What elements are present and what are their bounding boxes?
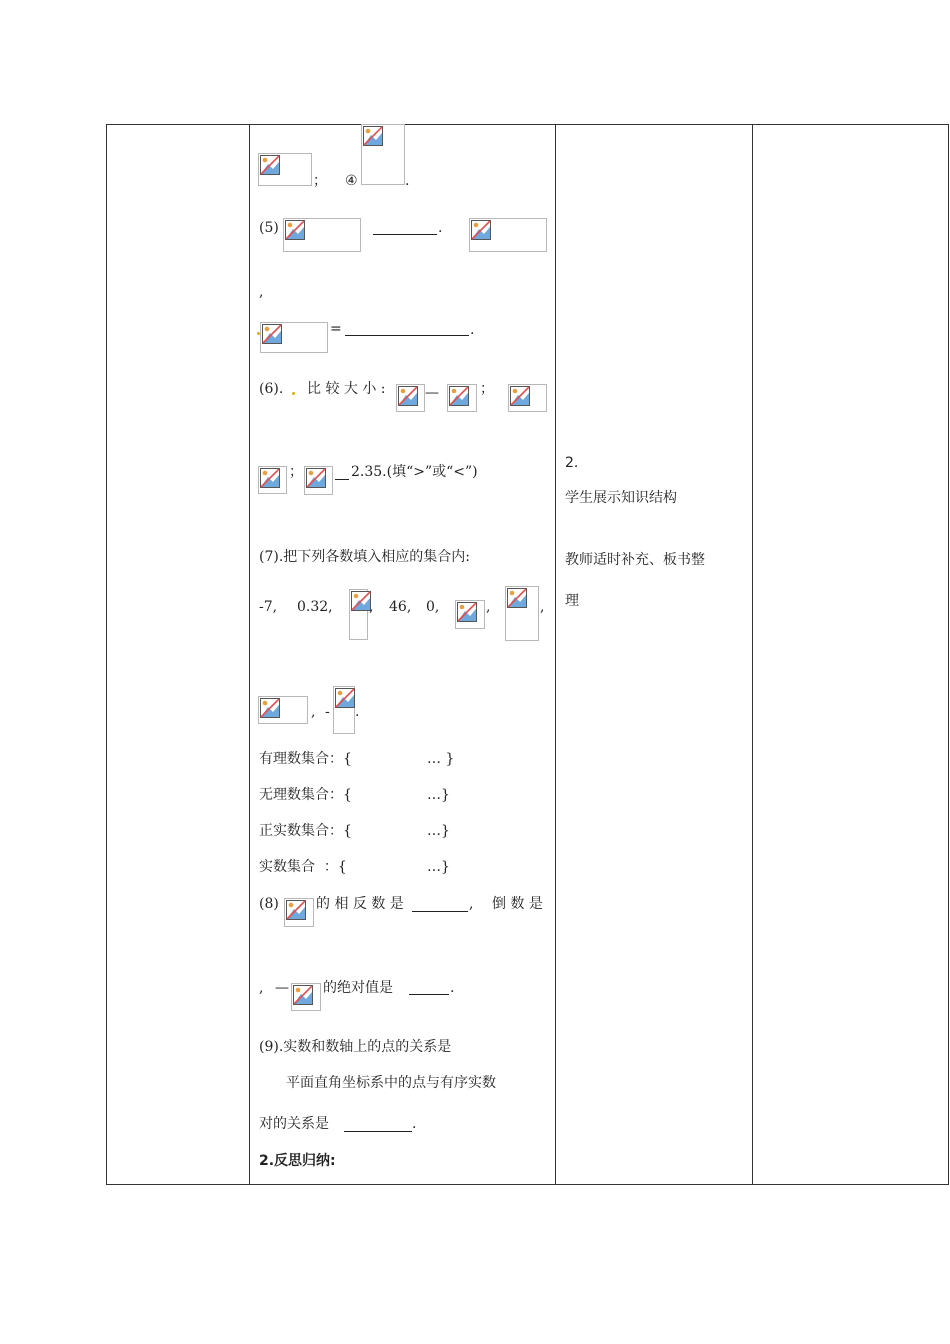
- formula-image: [361, 124, 405, 185]
- item-9-end: .: [412, 1116, 417, 1132]
- answer-blank: [335, 479, 349, 480]
- table-bottom-border: [106, 1184, 949, 1185]
- number-item: 0.32,: [297, 599, 333, 615]
- item-6-label: (6).: [259, 381, 284, 397]
- broken-image-icon: [510, 386, 530, 406]
- broken-image-icon: [471, 220, 491, 240]
- broken-image-icon: [286, 900, 306, 920]
- formula-image: [258, 153, 312, 186]
- set-real-tail: …}: [427, 859, 450, 875]
- table-col-border-2: [249, 124, 250, 1185]
- item-8b-end: .: [450, 980, 455, 996]
- activity-line-1: 学生展示知识结构: [565, 490, 677, 506]
- formula-image: [349, 589, 368, 640]
- number-separator: ,: [369, 599, 374, 615]
- answer-blank: [412, 911, 468, 912]
- broken-image-icon: [398, 386, 418, 406]
- activity-line-3: 理: [565, 593, 579, 609]
- item-5-period: .: [438, 220, 443, 236]
- number-separator: ,: [486, 599, 491, 615]
- formula-image: [508, 384, 547, 412]
- formula-image: [333, 686, 355, 734]
- item-6-semicolon-2: ；: [289, 464, 303, 480]
- broken-image-icon: [363, 126, 383, 146]
- set-irrational-tail: …}: [427, 787, 450, 803]
- formula-image: [260, 322, 328, 353]
- broken-image-icon: [457, 602, 477, 622]
- answer-blank: [409, 994, 449, 995]
- set-positive-tail: …}: [427, 823, 450, 839]
- table-col-border-4: [752, 124, 753, 1185]
- broken-image-icon: [351, 591, 371, 611]
- broken-image-icon: [260, 155, 280, 175]
- number-item: 46,: [389, 599, 412, 615]
- item-9-line-3: 对的关系是: [259, 1116, 329, 1132]
- item-7-label: (7).把下列各数填入相应的集合内:: [259, 549, 470, 565]
- item-6-tail: 2.35.(填“>”或“<”): [351, 464, 478, 480]
- marker-dot: [292, 392, 295, 395]
- answer-blank: [344, 1131, 412, 1132]
- number-separator: ,: [540, 599, 545, 615]
- activity-line-2: 教师适时补充、板书整: [565, 552, 705, 568]
- formula-image: [291, 983, 321, 1011]
- item-6-semicolon: ；: [480, 381, 494, 397]
- formula-image: [283, 218, 361, 252]
- set-positive-label: 正实数集合：{: [259, 823, 352, 839]
- item-6-dash: —: [425, 385, 439, 401]
- item-4-end: .: [405, 173, 410, 189]
- section-reflection-heading: 2.反思归纳:: [259, 1153, 336, 1169]
- broken-image-icon: [260, 698, 280, 718]
- item-8b-dash: —: [275, 980, 289, 996]
- table-top-border: [106, 124, 949, 125]
- broken-image-icon: [507, 588, 527, 608]
- formula-image: [455, 600, 485, 629]
- answer-blank: [345, 335, 469, 336]
- item-9-line-2: 平面直角坐标系中的点与有序实数: [286, 1075, 496, 1091]
- item-8-text-2: 倒 数 是: [492, 896, 543, 912]
- item-8b-comma: ,: [259, 980, 264, 996]
- item-5-end: .: [470, 322, 475, 338]
- broken-image-icon: [306, 468, 326, 488]
- table-col-border-5: [948, 124, 949, 1185]
- formula-image: [304, 466, 333, 495]
- formula-image: [505, 586, 539, 641]
- broken-image-icon: [262, 324, 282, 344]
- item-9-label: (9).实数和数轴上的点的关系是: [259, 1039, 452, 1055]
- set-rational-tail: … }: [427, 751, 455, 767]
- broken-image-icon: [285, 220, 305, 240]
- formula-image: [447, 384, 477, 412]
- set-irrational-label: 无理数集合：{: [259, 787, 352, 803]
- formula-image: [258, 466, 287, 494]
- number-minus: -: [325, 704, 330, 720]
- broken-image-icon: [260, 468, 280, 488]
- set-real-label: 实数集合 ：{: [259, 859, 347, 875]
- item-5-comma: ,: [259, 284, 264, 300]
- item-5-equals: =: [330, 321, 342, 337]
- item-4-marker: ④: [345, 173, 358, 189]
- formula-image: [258, 696, 308, 724]
- table-col-border-3: [555, 124, 556, 1185]
- answer-blank: [373, 234, 437, 235]
- number-item: -7,: [259, 599, 278, 615]
- formula-image: [284, 898, 314, 927]
- item-5-label: (5): [259, 220, 279, 236]
- table-col-border-1: [106, 124, 107, 1185]
- broken-image-icon: [293, 985, 313, 1005]
- item-8b-text: 的绝对值是: [323, 980, 393, 996]
- broken-image-icon: [449, 386, 469, 406]
- number-end: .: [355, 704, 360, 720]
- item-8-text: 的 相 反 数 是: [316, 896, 404, 912]
- formula-image: [469, 218, 547, 252]
- separator-text: ；: [313, 173, 327, 189]
- activity-number: 2.: [565, 455, 579, 471]
- broken-image-icon: [335, 688, 355, 708]
- item-8-label: (8): [259, 896, 279, 912]
- item-6-text: 比 较 大 小 :: [307, 381, 386, 397]
- item-8-comma: ,: [469, 896, 474, 912]
- number-item: 0,: [426, 599, 440, 615]
- set-rational-label: 有理数集合：{: [259, 751, 352, 767]
- number-separator: ,: [311, 704, 316, 720]
- formula-image: [396, 384, 425, 412]
